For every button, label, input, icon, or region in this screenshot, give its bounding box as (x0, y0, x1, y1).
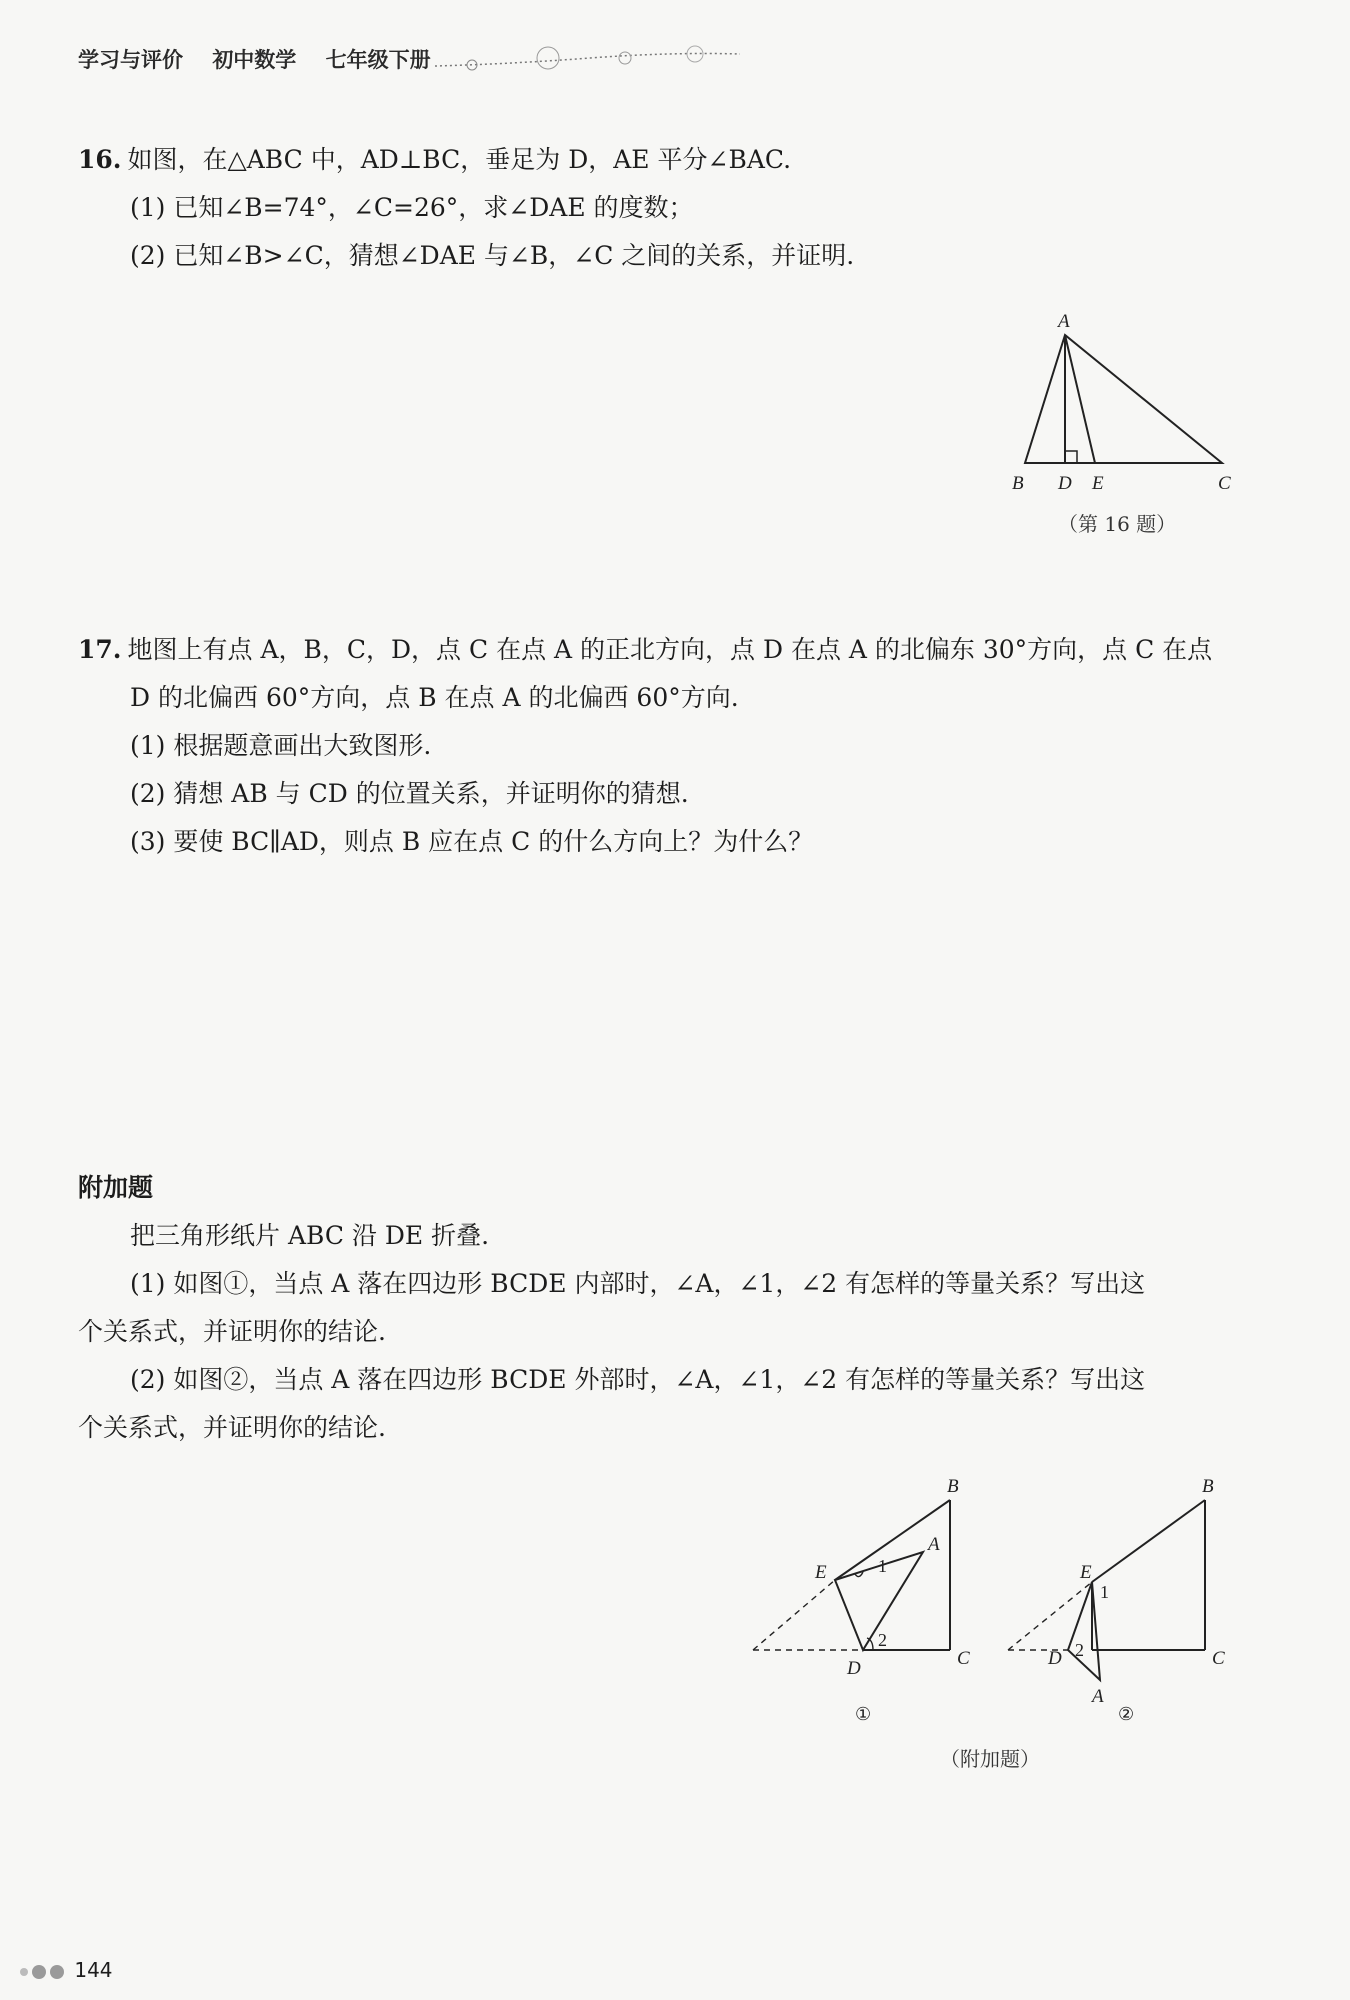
label-A: A (1092, 1686, 1104, 1707)
question-part-3: (3) 要使 BC∥AD，则点 B 应在点 C 的什么方向上？为什么？ (130, 827, 814, 856)
question-part-1: (1) 根据题意画出大致图形. (130, 731, 432, 760)
extra-part-1-line2: 个关系式，并证明你的结论. (78, 1317, 386, 1346)
extra-part-2-line2: 个关系式，并证明你的结论. (78, 1413, 386, 1442)
extra-figure-2 (1000, 1470, 1250, 1740)
label-C: C (1212, 1648, 1225, 1669)
extra-figure-caption: （附加题） (940, 1747, 1040, 1771)
question-stem-line1: 地图上有点 A，B，C，D，点 C 在点 A 的正北方向，点 D 在点 A 的北偏东 30°方向，点 C 在点 (127, 635, 1213, 664)
question-stem: 如图，在△ABC 中，AD⊥BC，垂足为 D，AE 平分∠BAC. (127, 145, 792, 174)
label-C: C (957, 1648, 970, 1669)
page-header (78, 44, 453, 84)
figure-number: ① (855, 1704, 872, 1724)
label-E: E (1092, 473, 1104, 494)
label-E: E (815, 1562, 827, 1583)
figure-16-triangle (1000, 305, 1260, 495)
page-footer (20, 1958, 113, 1982)
question-stem-line2: D 的北偏西 60°方向，点 B 在点 A 的北偏西 60°方向. (130, 683, 739, 712)
figure-number: ② (1118, 1704, 1135, 1724)
footer-dot-icon (50, 1965, 64, 1979)
question-number: 17. (78, 635, 122, 664)
angle-2-label: 2 (878, 1630, 887, 1650)
question-part-1: (1) 已知∠B=74°，∠C=26°，求∠DAE 的度数； (130, 193, 694, 222)
question-number: 16. (78, 145, 122, 174)
label-D: D (1058, 473, 1072, 494)
label-A: A (1058, 311, 1070, 332)
extra-figure-1 (745, 1470, 985, 1740)
label-E: E (1080, 1562, 1092, 1583)
footer-dot-icon (32, 1965, 46, 1979)
label-B: B (1202, 1476, 1214, 1497)
extra-section-title: 附加题 (78, 1173, 154, 1202)
series-title: 学习与评价 (78, 48, 183, 72)
label-A: A (928, 1534, 940, 1555)
label-C: C (1218, 473, 1231, 494)
figure-16-caption: （第 16 题） (1058, 512, 1177, 536)
angle-1-label: 1 (878, 1556, 887, 1576)
extra-part-1-line1: (1) 如图①，当点 A 落在四边形 BCDE 内部时，∠A，∠1，∠2 有怎样的等量关系？写出这 (130, 1269, 1146, 1298)
header-decoration (430, 36, 750, 76)
grade-title: 七年级下册 (325, 48, 431, 72)
label-B: B (1012, 473, 1024, 494)
subject-title: 初中数学 (212, 48, 297, 72)
label-B: B (947, 1476, 959, 1497)
label-D: D (1048, 1648, 1062, 1669)
label-D: D (847, 1658, 861, 1679)
angle-2-label: 2 (1075, 1640, 1084, 1660)
footer-dot-icon (20, 1968, 28, 1976)
angle-1-label: 1 (1100, 1582, 1109, 1602)
question-17 (78, 626, 1212, 866)
extra-intro: 把三角形纸片 ABC 沿 DE 折叠. (130, 1221, 490, 1250)
page-number: 144 (74, 1958, 113, 1982)
extra-question (78, 1212, 1145, 1452)
question-part-2: (2) 已知∠B>∠C，猜想∠DAE 与∠B，∠C 之间的关系，并证明. (130, 241, 855, 270)
extra-part-2-line1: (2) 如图②，当点 A 落在四边形 BCDE 外部时，∠A，∠1，∠2 有怎样的等量关系？写出这 (130, 1365, 1146, 1394)
question-part-2: (2) 猜想 AB 与 CD 的位置关系，并证明你的猜想. (130, 779, 689, 808)
question-16 (78, 136, 854, 280)
